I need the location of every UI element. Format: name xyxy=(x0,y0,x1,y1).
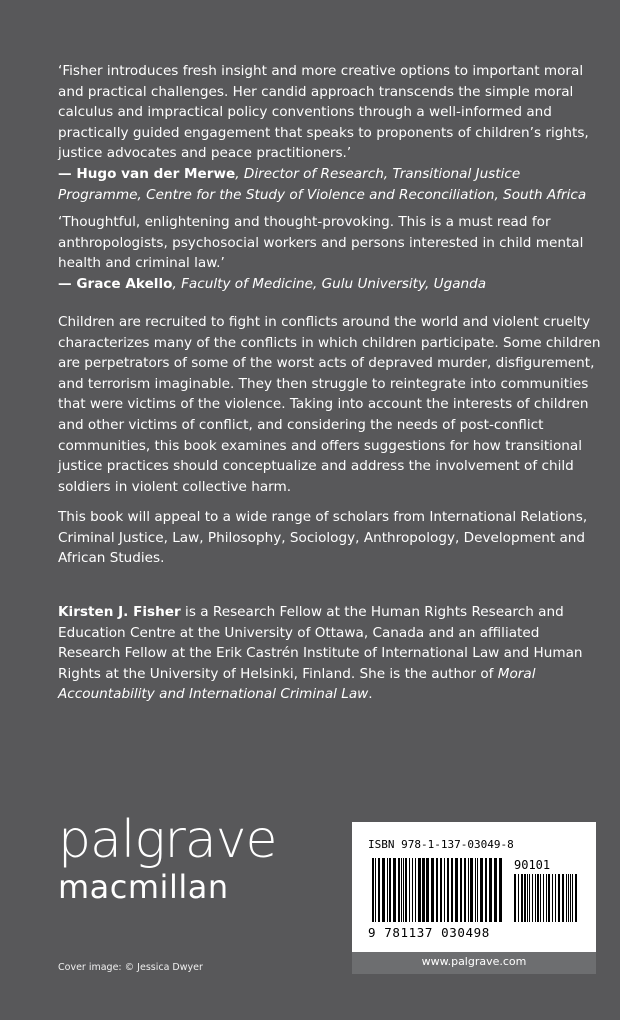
barcode-bar xyxy=(451,858,453,922)
barcode-bar xyxy=(426,858,429,922)
barcode-bar xyxy=(499,858,502,922)
barcode-panel xyxy=(352,822,596,952)
isbn-text: ISBN 978-1-137-03049-8 xyxy=(368,838,514,851)
publisher-logo xyxy=(58,812,277,906)
author-book-title: Moral Accountability and International Criminal Law xyxy=(58,665,536,703)
barcode-bar xyxy=(401,858,402,922)
quote-author: — Hugo van der Merwe xyxy=(58,165,236,182)
barcode-bar xyxy=(455,858,458,922)
barcode-bar xyxy=(418,858,421,922)
barcode-bar xyxy=(415,858,416,922)
barcode-addon-bar xyxy=(524,874,526,922)
barcode-addon-bar xyxy=(562,874,564,922)
barcode-bar xyxy=(494,858,497,922)
quote-attribution xyxy=(58,274,606,295)
barcode-bar xyxy=(389,858,391,922)
barcode-addon-bar xyxy=(529,874,530,922)
author-name: Kirsten J. Fisher xyxy=(58,604,181,620)
barcode-addon-bar xyxy=(532,874,533,922)
barcode-addon-bar xyxy=(548,874,550,922)
bio-text xyxy=(58,602,606,705)
barcode-bar xyxy=(485,858,487,922)
barcode-bar xyxy=(475,858,476,922)
barcode-bar xyxy=(393,858,396,922)
barcode-digits: 9 781137 030498 xyxy=(368,925,490,940)
barcode-addon-bar xyxy=(558,874,560,922)
bio-body: is a Research Fellow at the Human Rights Research and Education Centre at the University of Ottawa, Canada and an affiliated Research Fellow at the Erik Castrén Institute of International Law and Human Rights at the University of Helsinki, Finland. She is the author of xyxy=(58,604,583,682)
barcode-bar xyxy=(489,858,492,922)
barcode-bar xyxy=(378,858,380,922)
barcode-addon-bar xyxy=(535,874,536,922)
website-bar xyxy=(352,952,596,974)
barcode-addon-bar xyxy=(555,874,556,922)
review-quote-2 xyxy=(58,212,606,294)
barcode-bar xyxy=(403,858,404,922)
quote-text: ‘Fisher introduces fresh insight and more creative options to important moral and practical challenges. Her candid approach transcends the simple moral calculus and impractical policy conventions through a well-informed and practically guided engagement that speaks to proponents of children’s rights, justice advocates and peace practitioners.’ xyxy=(58,63,589,162)
barcode-addon-bar xyxy=(543,874,544,922)
barcode-bar xyxy=(382,858,385,922)
barcode-bar xyxy=(480,858,483,922)
barcode-bar xyxy=(422,858,425,922)
quote-affiliation: , Director of Research, Transitional Justice Programme, Centre for the Study of Violence and Reconciliation, South Africa xyxy=(58,165,587,203)
barcode-bar xyxy=(405,858,407,922)
barcode-bar xyxy=(470,858,473,922)
barcode-bar xyxy=(387,858,388,922)
barcode-addon-bar xyxy=(575,874,577,922)
barcode-addon-bar xyxy=(514,874,516,922)
barcode-bar xyxy=(464,858,466,922)
book-appeal xyxy=(58,507,606,569)
barcode-bar xyxy=(375,858,376,922)
review-quote-1 xyxy=(58,61,606,205)
barcode-bar xyxy=(398,858,400,922)
barcode-addon-bar xyxy=(568,874,569,922)
barcode-bar xyxy=(447,858,449,922)
barcode-addon-bar xyxy=(552,874,553,922)
barcode-bar xyxy=(444,858,445,922)
barcode-bar xyxy=(440,858,442,922)
appeal-text: This book will appeal to a wide range of scholars from International Relations, Criminal Justice, Law, Philosophy, Sociology, Anthropology, Development and African Studies. xyxy=(58,509,588,567)
barcode-bar xyxy=(409,858,410,922)
barcode-bar xyxy=(460,858,462,922)
barcode-addon: 90101 xyxy=(514,858,551,872)
barcode-bar xyxy=(477,858,478,922)
book-description xyxy=(58,312,606,497)
barcode-addon-bar xyxy=(546,874,547,922)
barcode-bar xyxy=(372,858,374,922)
cover-image-credit: Cover image: © Jessica Dwyer xyxy=(58,962,203,973)
publisher-logo-line2: macmillan xyxy=(58,868,229,906)
barcode-addon-bar xyxy=(521,874,523,922)
barcode-addon-bar xyxy=(570,874,571,922)
barcode-addon-bar xyxy=(537,874,539,922)
author-bio xyxy=(58,602,606,705)
quote-author: — Grace Akello xyxy=(58,275,173,292)
barcode-bar xyxy=(431,858,434,922)
quote-attribution xyxy=(58,164,606,205)
description-text: Children are recruited to fight in conflicts around the world and violent cruelty characterizes many of the conflicts in which children participate. Some children are perpetrators of some of the worst acts of depraved murder, disfigurement, and terrorism imaginable. They then struggle to reintegrate into communities that were victims of the violence. Taking into account the interests of children and other victims of conflict, and considering the needs of post-conflict communities, this book examines and offers suggestions for how transitional justice practices should conceptualize and address the involvement of child soldiers in violent collective harm. xyxy=(58,314,601,495)
barcode-bar xyxy=(412,858,413,922)
barcode-bar xyxy=(436,858,438,922)
website-link[interactable]: www.palgrave.com xyxy=(421,955,527,968)
barcode-addon-bar xyxy=(540,874,541,922)
barcode-addon-bar xyxy=(566,874,567,922)
quote-affiliation: , Faculty of Medicine, Gulu University, Uganda xyxy=(172,275,487,292)
barcode-addon-bar xyxy=(518,874,519,922)
barcode-addon-bar xyxy=(572,874,573,922)
quote-text: ‘Thoughtful, enlightening and thought-provoking. This is a must read for anthropologists, psychosocial workers and persons interested in child mental health and criminal law.’ xyxy=(58,214,584,272)
bio-end: . xyxy=(368,686,373,703)
publisher-logo-line1: palgrave xyxy=(58,810,277,870)
barcode-bar xyxy=(468,858,469,922)
barcode-addon-bar xyxy=(527,874,528,922)
